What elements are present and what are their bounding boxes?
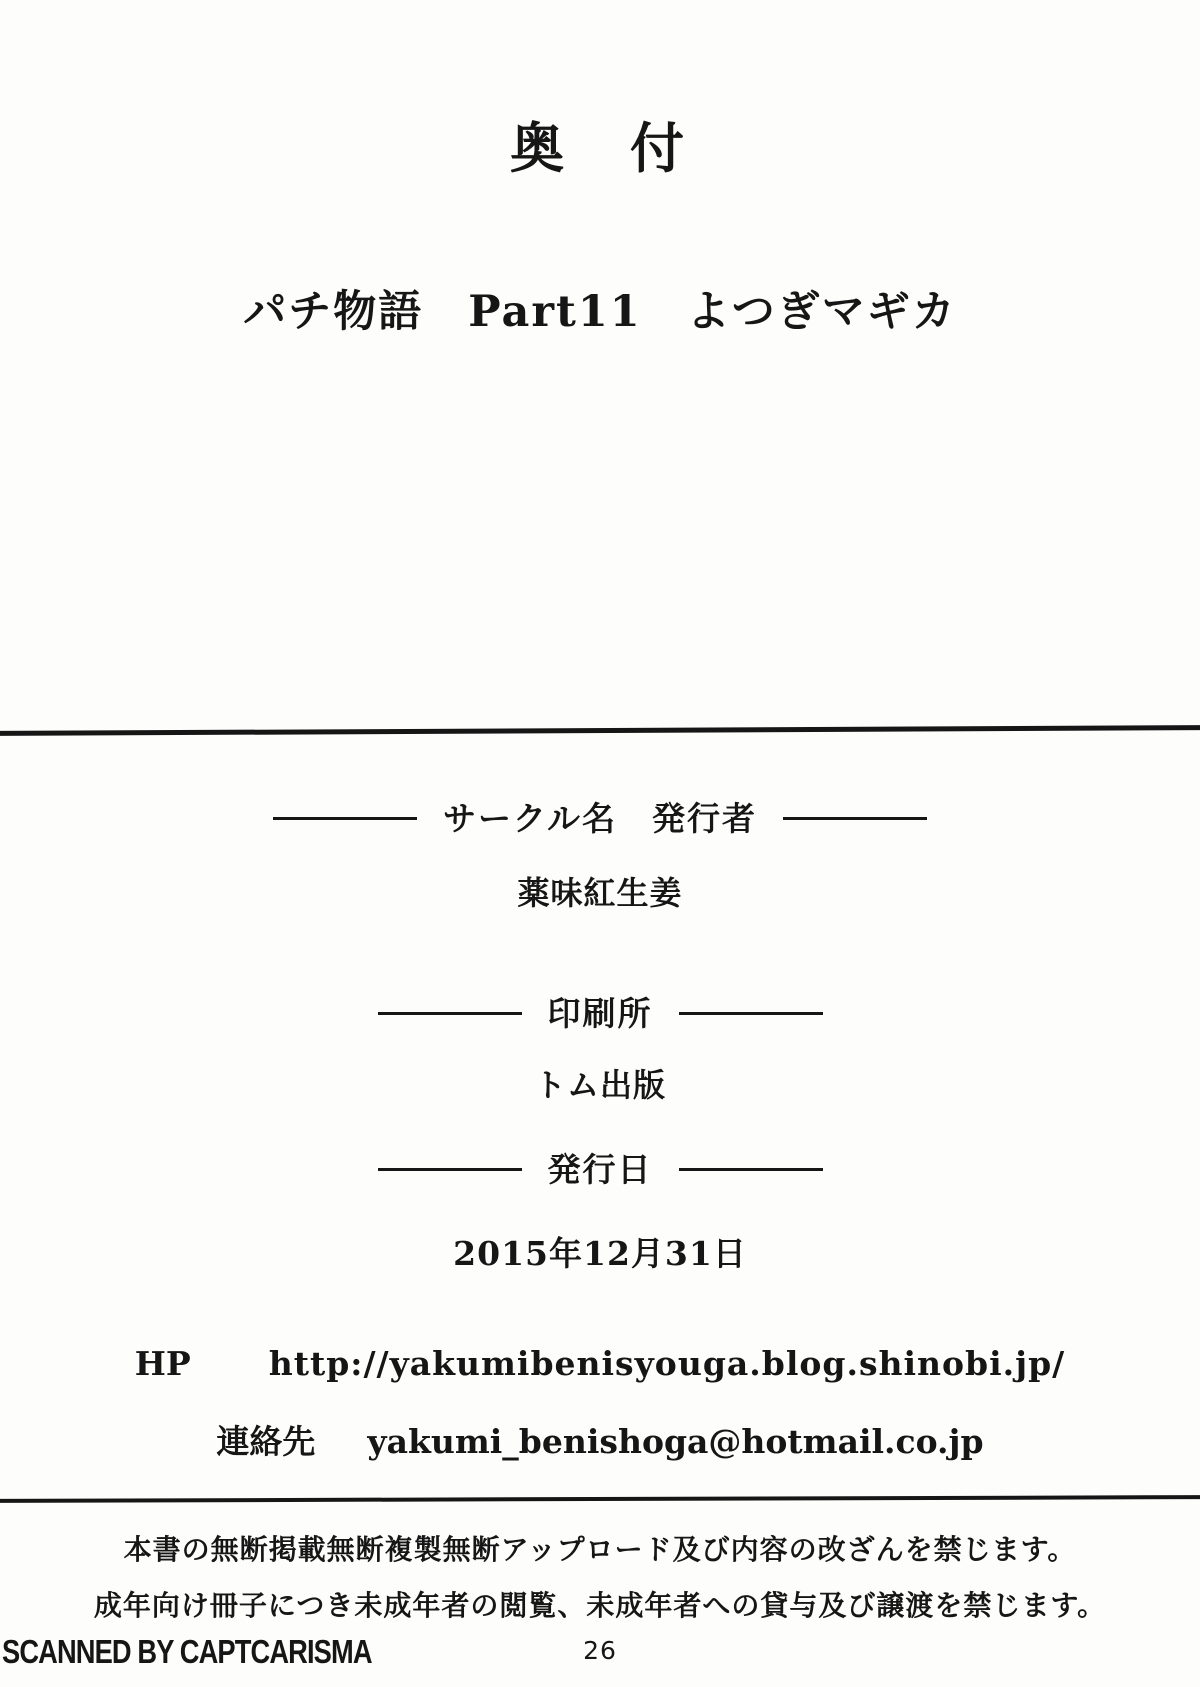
section-heading-printer — [0, 988, 1200, 1035]
homepage-url: http://yakumibenisyouga.blog.shinobi.jp/ — [268, 1344, 1066, 1383]
disclaimer-line-2: 成年向け冊子につき未成年者の閲覧、未成年者への貸与及び譲渡を禁じます。 — [93, 1589, 1107, 1622]
printer-name-value: トム出版 — [533, 1066, 666, 1104]
heading-left-rule — [378, 1012, 522, 1015]
circle-name-value: 薬味紅生姜 — [517, 874, 683, 912]
section-heading-circle — [0, 793, 1200, 840]
section-heading-pubdate-label: 発行日 — [547, 1150, 653, 1189]
publication-date-value: 2015年12月31日 — [453, 1234, 747, 1273]
scanner-credit: SCANNED BY CAPTCARISMA — [2, 1633, 372, 1671]
top-divider-rule — [0, 725, 1200, 736]
section-heading-circle-label: サークル名 発行者 — [442, 799, 757, 838]
section-heading-pubdate — [0, 1144, 1200, 1191]
page-number: 26 — [583, 1636, 617, 1665]
book-title: パチ物語 Part11 よつぎマギカ — [243, 287, 957, 337]
contact-label: 連絡先 — [216, 1422, 316, 1461]
contact-email: yakumi_benishoga@hotmail.co.jp — [367, 1422, 984, 1461]
heading-right-rule — [783, 817, 927, 820]
homepage-label: HP — [134, 1344, 191, 1383]
heading-left-rule — [378, 1168, 522, 1171]
contact-row — [0, 1416, 1200, 1463]
page-title: 奥 付 — [510, 116, 690, 180]
heading-right-rule — [679, 1012, 823, 1015]
bottom-divider-rule — [0, 1495, 1200, 1503]
disclaimer-line-1: 本書の無断掲載無断複製無断アップロード及び内容の改ざんを禁じます。 — [123, 1533, 1077, 1566]
homepage-row — [0, 1344, 1200, 1383]
section-heading-printer-label: 印刷所 — [547, 994, 653, 1033]
heading-left-rule — [273, 817, 417, 820]
heading-right-rule — [679, 1168, 823, 1171]
